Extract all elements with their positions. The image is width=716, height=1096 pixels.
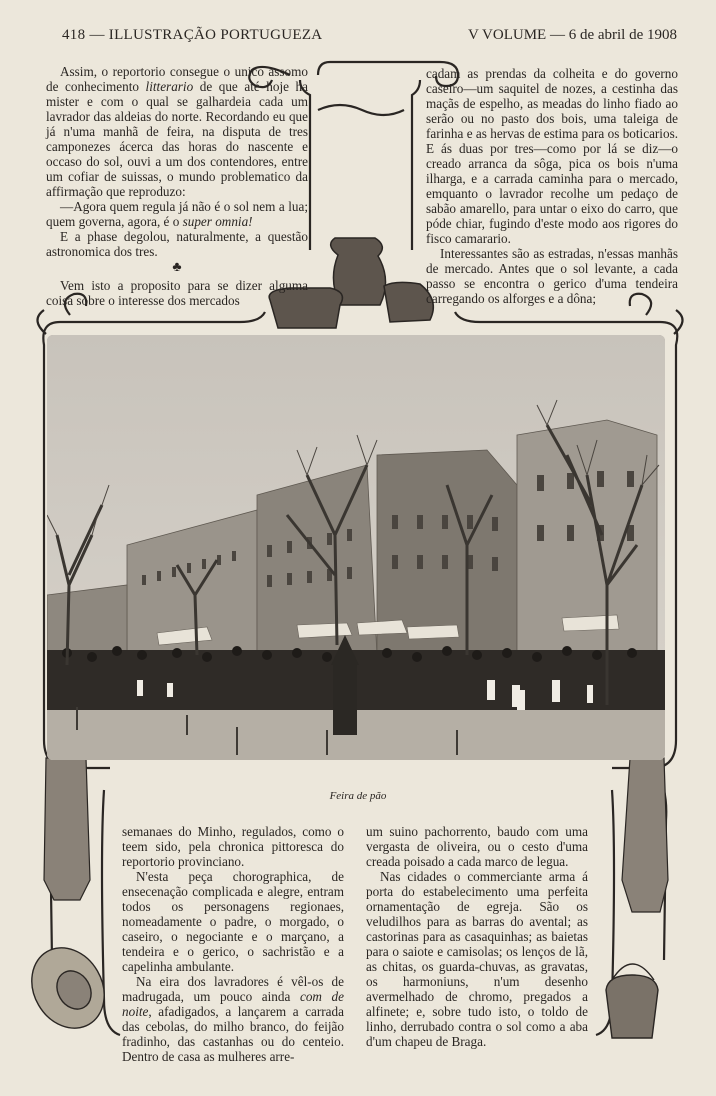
paragraph: —Agora quem regula já não é o sol nem a lua; quem governa, agora, é o super omnia! — [46, 199, 308, 229]
paragraph: Assim, o reportorio consegue o unico assomo de conhecimento litterario de que até hoje ha mister e com o qual se galhardeia cada um lavrador das aldeias do norte. Recordando eu que já n'uma manhã de feira, na disputa de tres camponezes ácerca das horas do nascente e occaso do sol, ouvi a um dos contendores, entre um cofiar de suissas, o mundo problematico da affirmação que reproduzo: — [46, 64, 308, 199]
column-top-left — [46, 64, 308, 308]
page-number-title: 418 — ILLUSTRAÇÃO PORTUGUEZA — [62, 27, 323, 43]
club-fleuron-icon: ♣ — [172, 260, 182, 275]
paragraph: Interessantes são as estradas, n'essas manhãs de mercado. Antes que o sol levante, a cada passo se encontra o gerico d'uma tendeira carregando os alforges e a dôna; — [426, 246, 678, 306]
paragraph: Nas cidades o commerciante arma á porta do estabelecimento uma perfeita ornamentação de egreja. São os veludilhos para as barras do avental; as castorinas para as casaquinhas; as baietas para o saiote e camisolas; os lenços de lã, as chitas, os guarda-chuvas, as gravatas, os harmoniuns, n'um desenho avermelhado de chromo, pregados a alfinete; e, sobre tudo isto, o toldo de linho, derrubado contra o sol como a aba d'um chapeu de Braga. — [366, 869, 588, 1049]
paragraph: cadam as prendas da colheita e do governo caseiro—um saquitel de nozes, a cestinha das maçãs de espelho, as meadas do linho fiado ao serão ou no pasto dos bois, uma taleiga de farinha e as hervas de estima para os boticarios. E ás duas por tres—como por lá se diz—o creado arranca da sôga, pica os bois n'uma ilharga, e a carrada caminha para o mercado, emquanto o lavrador recolhe um pedaço de sabão amarello, para untar o eixo do carro, que póde chiar, fugindo d'este modo aos rigores do fisco camarario. — [426, 66, 678, 246]
column-bottom-left — [122, 824, 344, 1064]
column-top-right — [426, 66, 678, 306]
paragraph: semanaes do Minho, regulados, como o teem sido, pela chronica pittoresca do reportorio provinciano. — [122, 824, 344, 869]
market-photograph — [47, 335, 665, 760]
paragraph: Na eira dos lavradores é vêl-os de madrugada, um pouco ainda com de noite, afadigados, a lançarem a carrada das cebolas, do milho branco, do feijão fradinho, das castanhas ou do centeio. Dentro de casa as mulheres arre- — [122, 974, 344, 1064]
column-bottom-right — [366, 824, 588, 1049]
market-square-image — [47, 335, 665, 760]
volume-date: V VOLUME — 6 de abril de 1908 — [468, 27, 678, 43]
paragraph: Vem isto a proposito para se dizer alguma coisa sobre o interesse dos mercados — [46, 278, 308, 308]
photo-caption: Feira de pão — [329, 790, 387, 802]
paragraph: um suino pachorrento, baudo com uma vergasta de oliveira, ou o cesto d'uma creada poisado a cada marco de legua. — [366, 824, 588, 869]
paragraph: N'esta peça chorographica, de ensecenação complicada e alegre, entram todos os personagens regionaes, nomeadamente o padre, o morgado, o caseiro, o negociante e o marçano, a tendeira e o gerico, o sachristão e a capelinha ambulante. — [122, 869, 344, 974]
paragraph: E a phase degolou, naturalmente, a questão astronomica dos tres. — [46, 229, 308, 259]
